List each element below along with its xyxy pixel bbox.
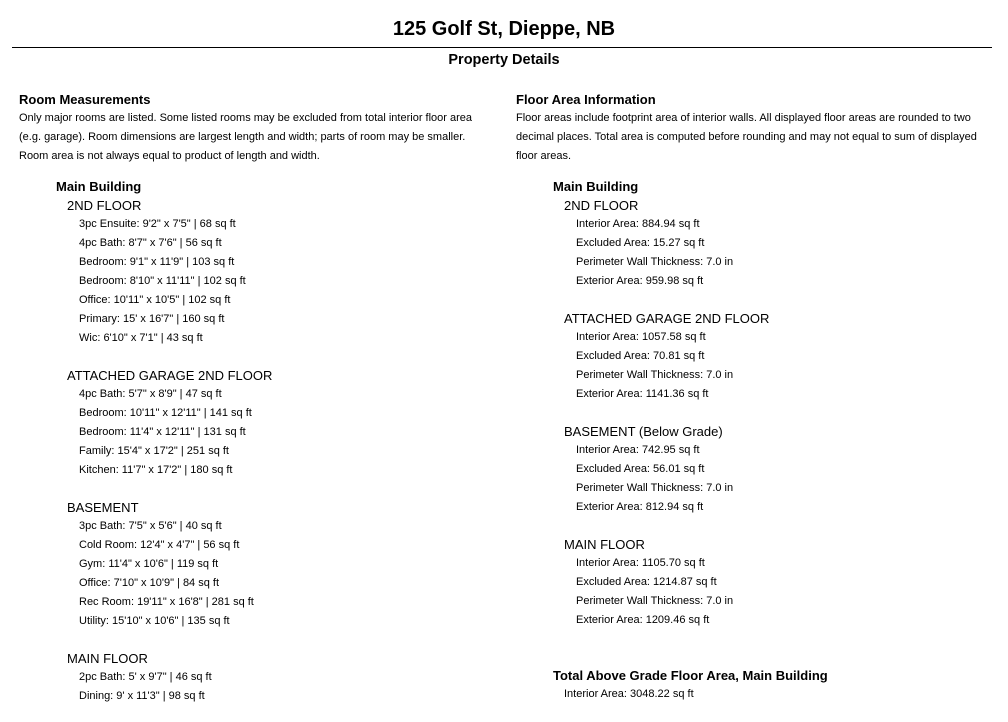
- room-item: Office: 10'11" x 10'5" | 102 sq ft: [79, 293, 231, 306]
- floor-name: ATTACHED GARAGE 2ND FLOOR: [67, 367, 273, 383]
- area-item: Perimeter Wall Thickness: 7.0 in: [576, 368, 734, 381]
- title-divider: [12, 47, 992, 48]
- total-area-block: [553, 666, 1000, 704]
- rooms-floor-attached-garage: [67, 366, 497, 480]
- floor-area-description: Floor areas include footprint area of interior walls. All displayed floor areas are rounded to two decimal places. Total area is computed before rounding and may not equal to sum of displayed floor areas.: [516, 112, 977, 163]
- floor-area-heading: Floor Area Information: [516, 92, 656, 107]
- room-item: Utility: 15'10" x 10'6" | 135 sq ft: [79, 614, 230, 627]
- floor-area-section: [516, 90, 1000, 704]
- floor-name: MAIN FLOOR: [67, 650, 148, 666]
- room-item: Rec Room: 19'11" x 16'8" | 281 sq ft: [79, 595, 254, 608]
- room-measurements-heading: Room Measurements: [19, 92, 151, 107]
- room-item: Cold Room: 12'4" x 4'7" | 56 sq ft: [79, 538, 240, 551]
- rooms-building-block: [56, 177, 497, 706]
- area-item: Interior Area: 1105.70 sq ft: [576, 556, 705, 569]
- area-item: Exterior Area: 1141.36 sq ft: [576, 387, 709, 400]
- room-item: Wic: 6'10" x 7'1" | 43 sq ft: [79, 331, 203, 344]
- floor-name: MAIN FLOOR: [564, 536, 645, 552]
- area-item: Interior Area: 1057.58 sq ft: [576, 330, 706, 343]
- total-area-heading: Total Above Grade Floor Area, Main Building: [553, 667, 828, 683]
- room-item: Bedroom: 11'4" x 12'11" | 131 sq ft: [79, 425, 246, 438]
- room-item: Kitchen: 11'7" x 17'2" | 180 sq ft: [79, 463, 233, 476]
- room-item: Bedroom: 8'10" x 11'11" | 102 sq ft: [79, 274, 246, 287]
- room-item: 2pc Bath: 5' x 9'7" | 46 sq ft: [79, 670, 212, 683]
- area-item: Excluded Area: 56.01 sq ft: [576, 462, 705, 475]
- room-item: 3pc Bath: 7'5" x 5'6" | 40 sq ft: [79, 519, 222, 532]
- total-area-item: Interior Area: 3048.22 sq ft: [564, 687, 694, 700]
- area-building-block: [553, 177, 1000, 704]
- area-item: Perimeter Wall Thickness: 7.0 in: [576, 481, 734, 494]
- rooms-floor-2nd: [67, 196, 497, 348]
- floor-name: BASEMENT (Below Grade): [564, 423, 723, 439]
- room-measurements-section: [19, 90, 497, 706]
- rooms-floor-main: [67, 649, 497, 706]
- room-item: Dining: 9' x 11'3" | 98 sq ft: [79, 689, 205, 702]
- room-item: Gym: 11'4" x 10'6" | 119 sq ft: [79, 557, 219, 570]
- area-item: Interior Area: 742.95 sq ft: [576, 443, 700, 456]
- room-item: Bedroom: 9'1" x 11'9" | 103 sq ft: [79, 255, 235, 268]
- area-floor-main: [564, 535, 1000, 630]
- area-floor-attached-garage: [564, 309, 1000, 404]
- area-item: Exterior Area: 959.98 sq ft: [576, 274, 704, 287]
- area-item: Interior Area: 884.94 sq ft: [576, 217, 700, 230]
- room-item: Bedroom: 10'11" x 12'11" | 141 sq ft: [79, 406, 252, 419]
- room-item: 4pc Bath: 8'7" x 7'6" | 56 sq ft: [79, 236, 222, 249]
- rooms-building-name: Main Building: [56, 178, 142, 194]
- area-item: Exterior Area: 812.94 sq ft: [576, 500, 704, 513]
- property-address-title: 125 Golf St, Dieppe, NB: [392, 18, 616, 40]
- area-item: Excluded Area: 15.27 sq ft: [576, 236, 705, 249]
- area-item: Perimeter Wall Thickness: 7.0 in: [576, 594, 734, 607]
- floor-name: ATTACHED GARAGE 2ND FLOOR: [564, 310, 770, 326]
- room-item: 3pc Ensuite: 9'2" x 7'5" | 68 sq ft: [79, 217, 236, 230]
- area-item: Excluded Area: 1214.87 sq ft: [576, 575, 717, 588]
- area-floor-2nd: [564, 196, 1000, 291]
- area-floor-basement: [564, 422, 1000, 517]
- room-item: Office: 7'10" x 10'9" | 84 sq ft: [79, 576, 220, 589]
- rooms-floor-basement: [67, 498, 497, 631]
- floor-name: BASEMENT: [67, 499, 139, 515]
- area-item: Exterior Area: 1209.46 sq ft: [576, 613, 710, 626]
- page-subtitle: Property Details: [448, 52, 560, 68]
- floor-name: 2ND FLOOR: [67, 197, 142, 213]
- room-measurements-description: Only major rooms are listed. Some listed rooms may be excluded from total interior floor area (e.g. garage). Room dimensions are largest length and width; parts of room may be smaller. Room area is not always equal to product of length and width.: [19, 112, 473, 163]
- area-item: Excluded Area: 70.81 sq ft: [576, 349, 705, 362]
- floor-name: 2ND FLOOR: [564, 197, 639, 213]
- area-item: Perimeter Wall Thickness: 7.0 in: [576, 255, 734, 268]
- area-building-name: Main Building: [553, 178, 639, 194]
- room-item: Primary: 15' x 16'7" | 160 sq ft: [79, 312, 225, 325]
- room-item: 4pc Bath: 5'7" x 8'9" | 47 sq ft: [79, 387, 222, 400]
- room-item: Family: 15'4" x 17'2" | 251 sq ft: [79, 444, 229, 457]
